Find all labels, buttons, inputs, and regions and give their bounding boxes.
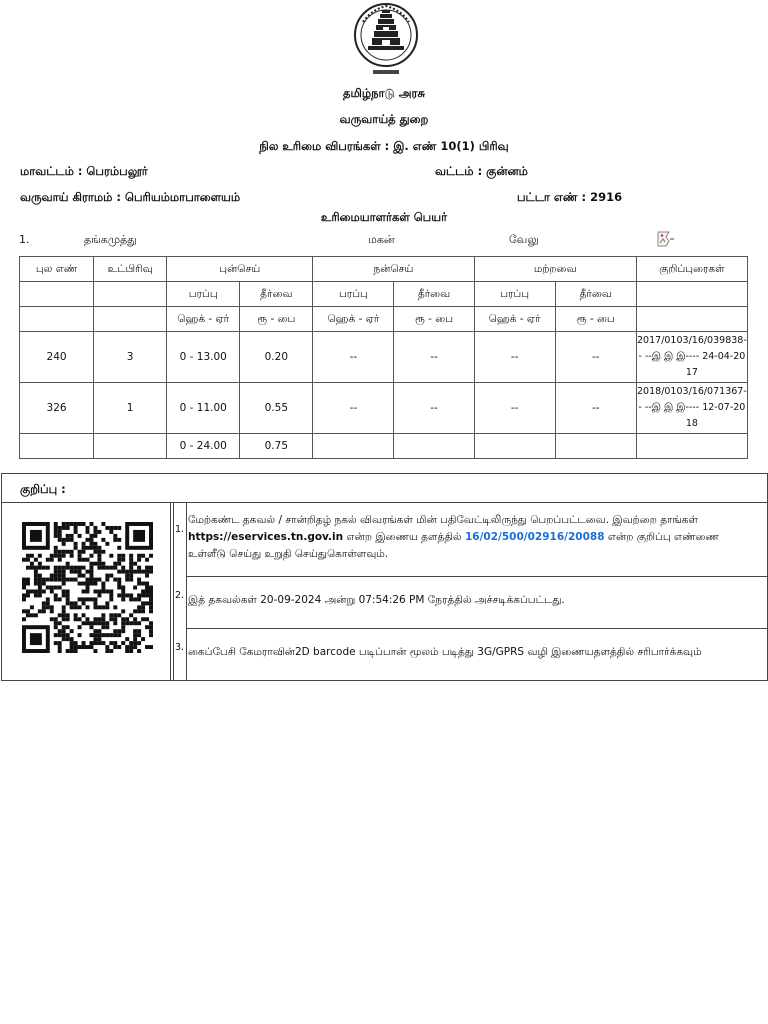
survey-no: 240	[20, 332, 94, 383]
eservices-site-link[interactable]: https://eservices.tn.gov.in	[188, 531, 344, 543]
unit-area: ஹெக் - ஏர்	[167, 307, 240, 332]
subheader-area: பரப்பு	[313, 282, 394, 307]
unit-area: ஹெக் - ஏர்	[313, 307, 394, 332]
tamil-nadu-emblem-icon	[351, 2, 421, 80]
district-label: மாவட்டம் : பெரம்பலூர்	[20, 164, 148, 178]
subheader-tax: தீர்வை	[555, 282, 636, 307]
other-area: --	[474, 332, 555, 383]
department-title: வருவாய்த் துறை	[339, 112, 429, 126]
subheader-tax: தீர்வை	[394, 282, 474, 307]
note-item-2	[175, 577, 767, 629]
other-area: --	[474, 383, 555, 434]
header-other-land: மற்றவை	[474, 257, 636, 282]
unit-tax: ரூ - பை	[240, 307, 313, 332]
land-ownership-table	[19, 256, 748, 459]
header-survey-no: புல எண்	[20, 257, 94, 282]
subheader-area: பரப்பு	[167, 282, 240, 307]
subheader-area: பரப்பு	[474, 282, 555, 307]
owners-heading: உரிமையாளர்கள் பெயர்	[320, 210, 448, 224]
subdivision: 3	[94, 332, 167, 383]
dry-area: 0 - 11.00	[167, 383, 240, 434]
remarks: 2017/0103/16/039838-- --இ இ இ---- 24-04-2017	[636, 332, 747, 383]
dry-tax: 0.55	[240, 383, 313, 434]
other-tax: --	[555, 332, 636, 383]
wet-area: --	[313, 383, 394, 434]
header-subdivision: உட்பிரிவு	[94, 257, 167, 282]
total-dry-area: 0 - 24.00	[167, 434, 240, 459]
note-number: 1.	[175, 524, 185, 535]
total-dry-tax: 0.75	[240, 434, 313, 459]
patta-number: பட்டா எண் : 2916	[517, 190, 623, 204]
header-remarks: குறிப்புரைகள்	[636, 257, 747, 282]
note-item-3	[175, 629, 767, 680]
header-dry-land: புன்செய்	[167, 257, 313, 282]
broken-image-icon	[657, 231, 675, 247]
barcode-instruction-note: கைப்பேசி கேமராவின்2D barcode படிப்பான் மூலம் படித்து 3G/GPRS வழி இணையதளத்தில் சரிபார்க்கவும்	[188, 646, 702, 658]
unit-tax: ரூ - பை	[555, 307, 636, 332]
reference-number-link[interactable]: 16/02/500/02916/20088	[464, 531, 605, 543]
unit-tax: ரூ - பை	[394, 307, 474, 332]
dry-area: 0 - 13.00	[167, 332, 240, 383]
unit-area: ஹெக் - ஏர்	[474, 307, 555, 332]
note-number: 2.	[175, 590, 185, 601]
notes-title: குறிப்பு :	[20, 482, 66, 496]
wet-tax: --	[394, 383, 474, 434]
subheader-tax: தீர்வை	[240, 282, 313, 307]
wet-area: --	[313, 332, 394, 383]
owner-serial: 1.	[19, 233, 30, 246]
village-label: வருவாய் கிராமம் : பெரியம்மாபாளையம்	[20, 190, 241, 204]
print-timestamp-note: இத் தகவல்கள் 20-09-2024 அன்று 07:54:26 PM நேரத்தில் அச்சடிக்கப்பட்டது.	[188, 594, 565, 606]
document-title: நில உரிமை விபரங்கள் : இ. எண் 10(1) பிரிவு	[259, 139, 509, 153]
survey-no: 326	[20, 383, 94, 434]
qr-code-icon	[22, 522, 153, 653]
government-title: தமிழ்நாடு அரசு	[343, 86, 425, 100]
remarks: 2018/0103/16/071367-- --இ இ இ---- 12-07-2018	[636, 383, 747, 434]
owner-relation: மகன்	[368, 233, 395, 246]
other-tax: --	[555, 383, 636, 434]
header-wet-land: நன்செய்	[313, 257, 474, 282]
owner-name: தங்கமுத்து	[84, 233, 137, 246]
note-item-1: 1. மேற்கண்ட தகவல் / சான்றிதழ் நகல் விவரங்கள் மின் பதிவேட்டிலிருந்து பெறப்பட்டவை. இவற்றை தாங்கள் https://eservices.tn.gov.in என்ற இணைய தளத்தில் 16/02/500/02916/20088 என்ற குறிப்பு எண்ணை உள்ளீடு செய்து உறுதி செய்துகொள்ளவும்.	[186, 503, 767, 577]
table-row	[20, 383, 748, 434]
taluk-label: வட்டம் : குன்னம்	[435, 164, 528, 178]
subdivision: 1	[94, 383, 167, 434]
note-number: 3.	[175, 642, 185, 653]
wet-tax: --	[394, 332, 474, 383]
total-row	[20, 434, 748, 459]
notes-section	[1, 473, 768, 681]
dry-tax: 0.20	[240, 332, 313, 383]
table-row	[20, 332, 748, 383]
owner-father-name: வேலு	[509, 233, 539, 246]
